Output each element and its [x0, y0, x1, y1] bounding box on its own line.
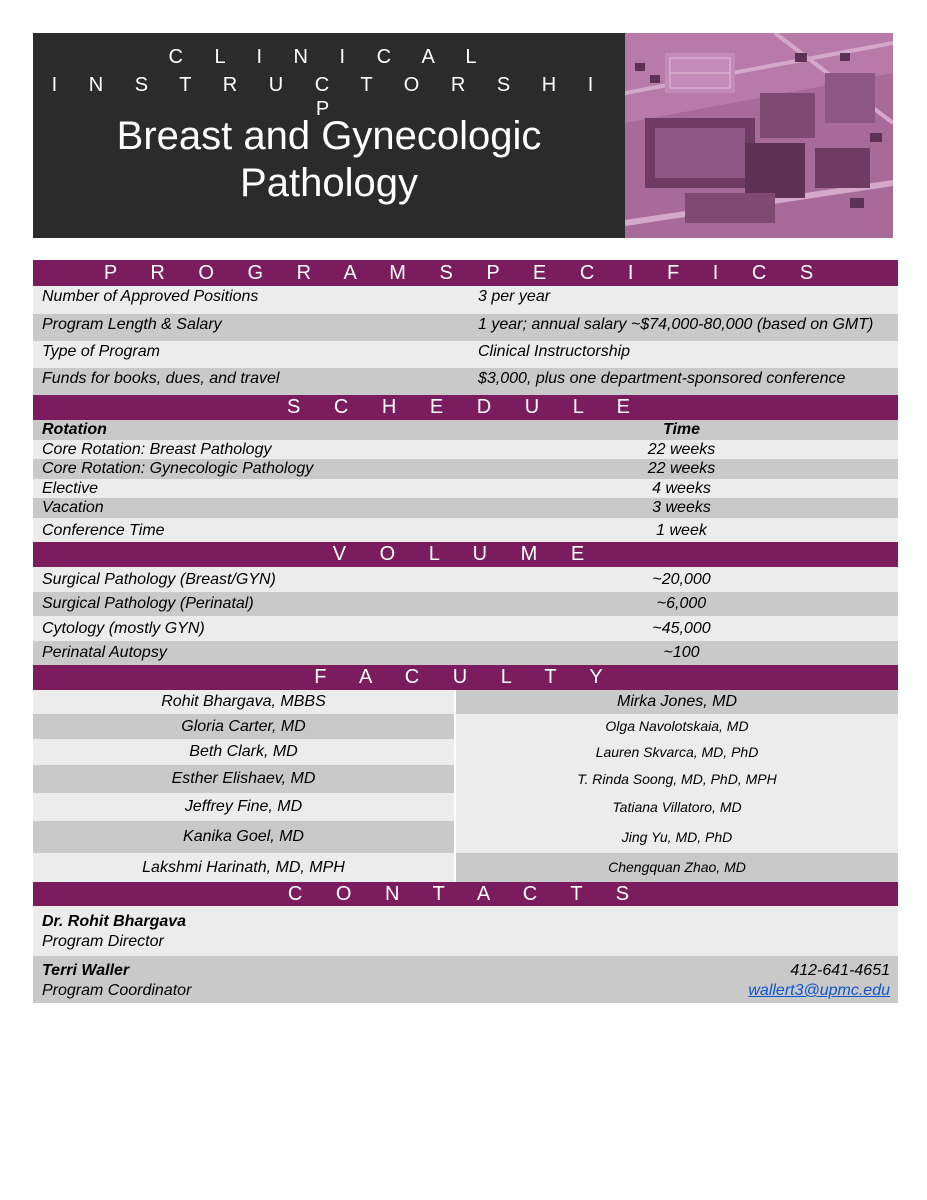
volume-value: ~20,000: [652, 571, 711, 588]
schedule-heading: S C H E D U L E: [33, 395, 898, 420]
page-title: [33, 113, 625, 207]
table-row: [33, 641, 898, 665]
rotation-column-header: Rotation: [42, 421, 107, 438]
spec-label: Number of Approved Positions: [42, 288, 259, 305]
volume-label: Surgical Pathology (Perinatal): [42, 595, 254, 612]
faculty-name-left: Kanika Goel, MD: [33, 821, 454, 853]
faculty-name-right: Tatiana Villatoro, MD: [456, 793, 898, 821]
volume-label: Surgical Pathology (Breast/GYN): [42, 571, 276, 588]
coordinator-email-link[interactable]: wallert3@upmc.edu: [748, 982, 890, 999]
table-row: [33, 765, 898, 793]
faculty-name-right: Olga Navolotskaia, MD: [456, 714, 898, 739]
volume-label: Cytology (mostly GYN): [42, 620, 205, 637]
rotation-name: Elective: [42, 480, 99, 497]
table-row: [33, 616, 898, 641]
table-row: [33, 479, 898, 498]
table-row: [33, 368, 898, 395]
title-line-2: Pathology: [240, 161, 418, 205]
table-row: [33, 853, 898, 882]
volume-label: Perinatal Autopsy: [42, 644, 167, 661]
spec-label: Funds for books, dues, and travel: [42, 370, 280, 387]
table-row: [33, 739, 898, 765]
director-name: Dr. Rohit Bhargava: [42, 913, 187, 930]
rotation-time: 22 weeks: [647, 441, 716, 458]
rotation-time: 22 weeks: [647, 460, 716, 477]
header-line-instructorship: I N S T R U C T O R S H I P: [51, 74, 607, 120]
table-row: [33, 341, 898, 368]
volume-value: ~100: [663, 644, 700, 661]
rotation-time: 1 week: [656, 522, 707, 539]
header-line-clinical: C L I N I C A L: [168, 46, 490, 68]
spec-value: Clinical Instructorship: [478, 343, 631, 360]
spec-value: $3,000, plus one department-sponsored conference: [478, 370, 846, 387]
table-row: [33, 314, 898, 341]
table-row: [33, 690, 898, 714]
spec-label: Type of Program: [42, 343, 160, 360]
table-row: [33, 286, 898, 314]
header-banner: [33, 33, 893, 238]
spec-value: 3 per year: [478, 288, 551, 305]
faculty-name-left: Esther Elishaev, MD: [33, 765, 454, 793]
rotation-time: 4 weeks: [652, 480, 711, 497]
table-row: [33, 459, 898, 479]
faculty-name-left: Beth Clark, MD: [33, 739, 454, 765]
rotation-name: Conference Time: [42, 522, 165, 539]
contact-director: [33, 906, 898, 956]
coordinator-phone: 412-641-4651: [790, 962, 890, 979]
table-row: [33, 821, 898, 853]
contacts-heading: C O N T A C T S: [33, 882, 898, 906]
coordinator-role: Program Coordinator: [42, 982, 192, 999]
faculty-heading: F A C U L T Y: [33, 665, 898, 690]
table-row: [33, 567, 898, 592]
program-specifics-heading: P R O G R A M S P E C I F I C S: [33, 260, 898, 286]
volume-heading: V O L U M E: [33, 542, 898, 567]
title-line-1: Breast and Gynecologic: [116, 114, 542, 158]
faculty-name-right: Jing Yu, MD, PhD: [456, 821, 898, 853]
faculty-name-left: Jeffrey Fine, MD: [33, 793, 454, 821]
table-row: [33, 498, 898, 518]
volume-value: ~6,000: [656, 595, 707, 612]
time-column-header: Time: [662, 421, 701, 438]
rotation-name: Core Rotation: Breast Pathology: [42, 441, 272, 458]
table-row: [33, 714, 898, 739]
table-row: [33, 518, 898, 542]
faculty-name-left: Lakshmi Harinath, MD, MPH: [33, 853, 454, 882]
spec-value: 1 year; annual salary ~$74,000-80,000 (based on GMT): [478, 316, 874, 333]
faculty-name-right: Chengquan Zhao, MD: [456, 853, 898, 882]
rotation-name: Core Rotation: Gynecologic Pathology: [42, 460, 314, 477]
rotation-time: 3 weeks: [652, 499, 711, 516]
aerial-campus-photo: [625, 33, 893, 238]
faculty-name-right: Mirka Jones, MD: [456, 690, 898, 714]
table-row: [33, 793, 898, 821]
spec-label: Program Length & Salary: [42, 316, 222, 333]
director-role: Program Director: [42, 933, 164, 950]
faculty-name-left: Rohit Bhargava, MBBS: [33, 690, 454, 714]
rotation-name: Vacation: [42, 499, 104, 516]
faculty-name-right: T. Rinda Soong, MD, PhD, MPH: [456, 765, 898, 793]
volume-value: ~45,000: [652, 620, 711, 637]
contact-coordinator: [33, 956, 898, 1003]
faculty-name-left: Gloria Carter, MD: [33, 714, 454, 739]
coordinator-name: Terri Waller: [42, 962, 130, 979]
faculty-name-right: Lauren Skvarca, MD, PhD: [456, 739, 898, 765]
table-row: [33, 440, 898, 459]
table-row: [33, 592, 898, 616]
schedule-header-row: [33, 420, 898, 440]
